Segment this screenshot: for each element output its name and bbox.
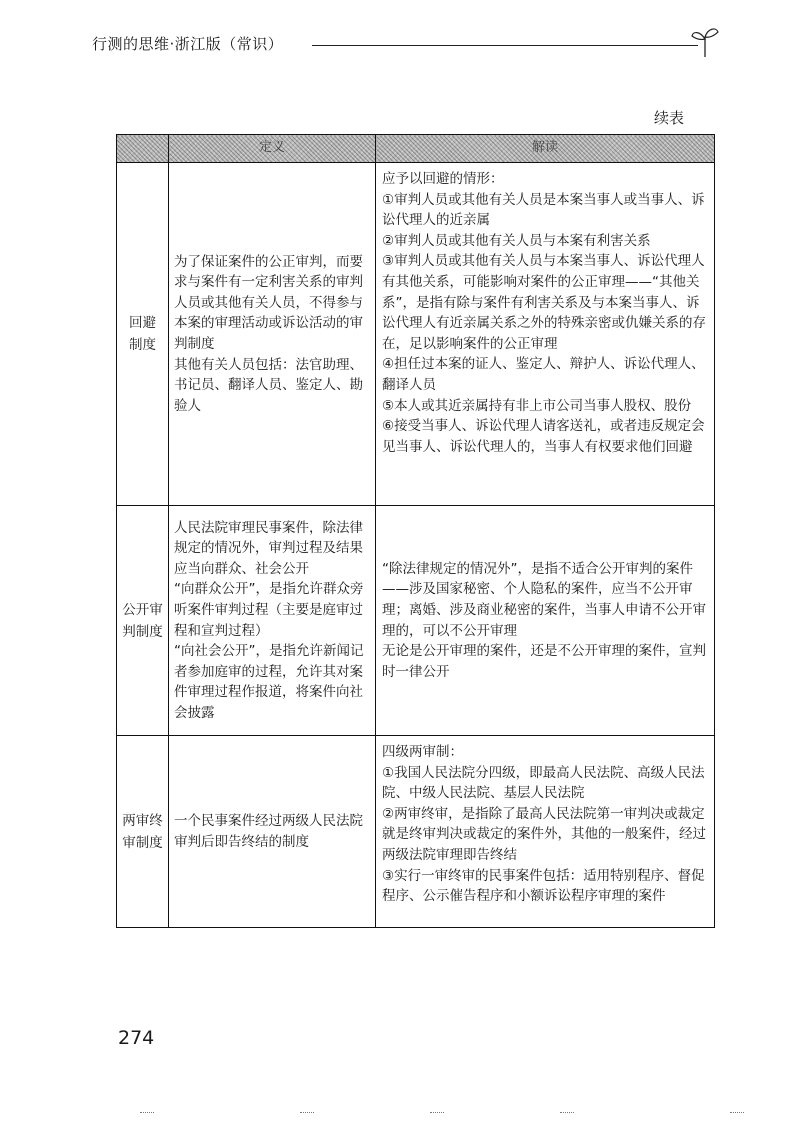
table-row-two-instance bbox=[117, 736, 715, 928]
page-header bbox=[92, 33, 720, 57]
table-header-row bbox=[117, 135, 715, 163]
table-row-public-trial bbox=[117, 506, 715, 736]
header-cell-definition: 定义 bbox=[169, 135, 376, 163]
header-title: 行测的思维·浙江版（常识） bbox=[92, 35, 284, 53]
header-cell-empty bbox=[117, 135, 169, 163]
header-cell-explanation: 解读 bbox=[376, 135, 715, 163]
row-name-two-instance: 两审终 审制度 bbox=[117, 736, 169, 928]
row-definition-two-instance: 一个民事案件经过两级人民法院审判后即告终结的制度 bbox=[169, 736, 376, 928]
header-rule bbox=[312, 45, 698, 46]
row-name-public-trial: 公开审 判制度 bbox=[117, 506, 169, 736]
scan-artifacts bbox=[30, 1110, 770, 1118]
row-definition-recusal: 为了保证案件的公正审判，而要求与案件有一定利害关系的审判人员或其他有关人员，不得参与本案的审理活动或诉讼活动的审判制度 其他有关人员包括：法官助理、书记员、翻译人员、鉴定人、勘验人 bbox=[169, 163, 376, 506]
row-explanation-recusal: 应予以回避的情形： ①审判人员或其他有关人员是本案当事人或当事人、诉讼代理人的近亲属 ②审判人员或其他有关人员与本案有利害关系 ③审判人员或其他有关人员与本案当事人、诉讼代理人有其他关系，可能影响对案件的公正审理——“其他关系”，是指有除与案件有利害关系及与本案当事人、诉讼代理人有近亲属关系之外的特殊亲密或仇嫌关系的存在，足以影响案件的公正审理 ④担任过本案的证人、鉴定人、辩护人、诉讼代理人、翻译人员 ⑤本人或其近亲属持有非上市公司当事人股权、股份 ⑥接受当事人、诉讼代理人请客送礼，或者违反规定会见当事人、诉讼代理人的，当事人有权要求他们回避 bbox=[376, 163, 715, 506]
table-row-recusal bbox=[117, 163, 715, 506]
row-definition-public-trial: 人民法院审理民事案件，除法律规定的情况外，审判过程及结果应当向群众、社会公开 “向群众公开”，是指允许群众旁听案件审判过程（主要是庭审过程和宣判过程） “向社会公开”，是指允许新闻记者参加庭审的过程，允许其对案件审理过程作报道，将案件向社会披露 bbox=[169, 506, 376, 736]
leaf-ornament-icon bbox=[690, 23, 720, 57]
page-number: 274 bbox=[118, 1027, 155, 1049]
row-explanation-two-instance: 四级两审制： ①我国人民法院分四级，即最高人民法院、高级人民法院、中级人民法院、基层人民法院 ②两审终审，是指除了最高人民法院第一审判决或裁定就是终审判决或裁定的案件外，其他的一般案件，经过两级法院审理即告终结 ③实行一审终审的民事案件包括：适用特别程序、督促程序、公示催告程序和小额诉讼程序审理的案件 bbox=[376, 736, 715, 928]
row-name-recusal: 回避 制度 bbox=[117, 163, 169, 506]
row-explanation-public-trial: “除法律规定的情况外”，是指不适合公开审判的案件——涉及国家秘密、个人隐私的案件，应当不公开审理；离婚、涉及商业秘密的案件，当事人申请不公开审理的，可以不公开审理 无论是公开审理的案件，还是不公开审理的案件，宣判时一律公开 bbox=[376, 506, 715, 736]
continued-table-label: 续表 bbox=[654, 109, 685, 127]
legal-system-table bbox=[116, 134, 715, 928]
